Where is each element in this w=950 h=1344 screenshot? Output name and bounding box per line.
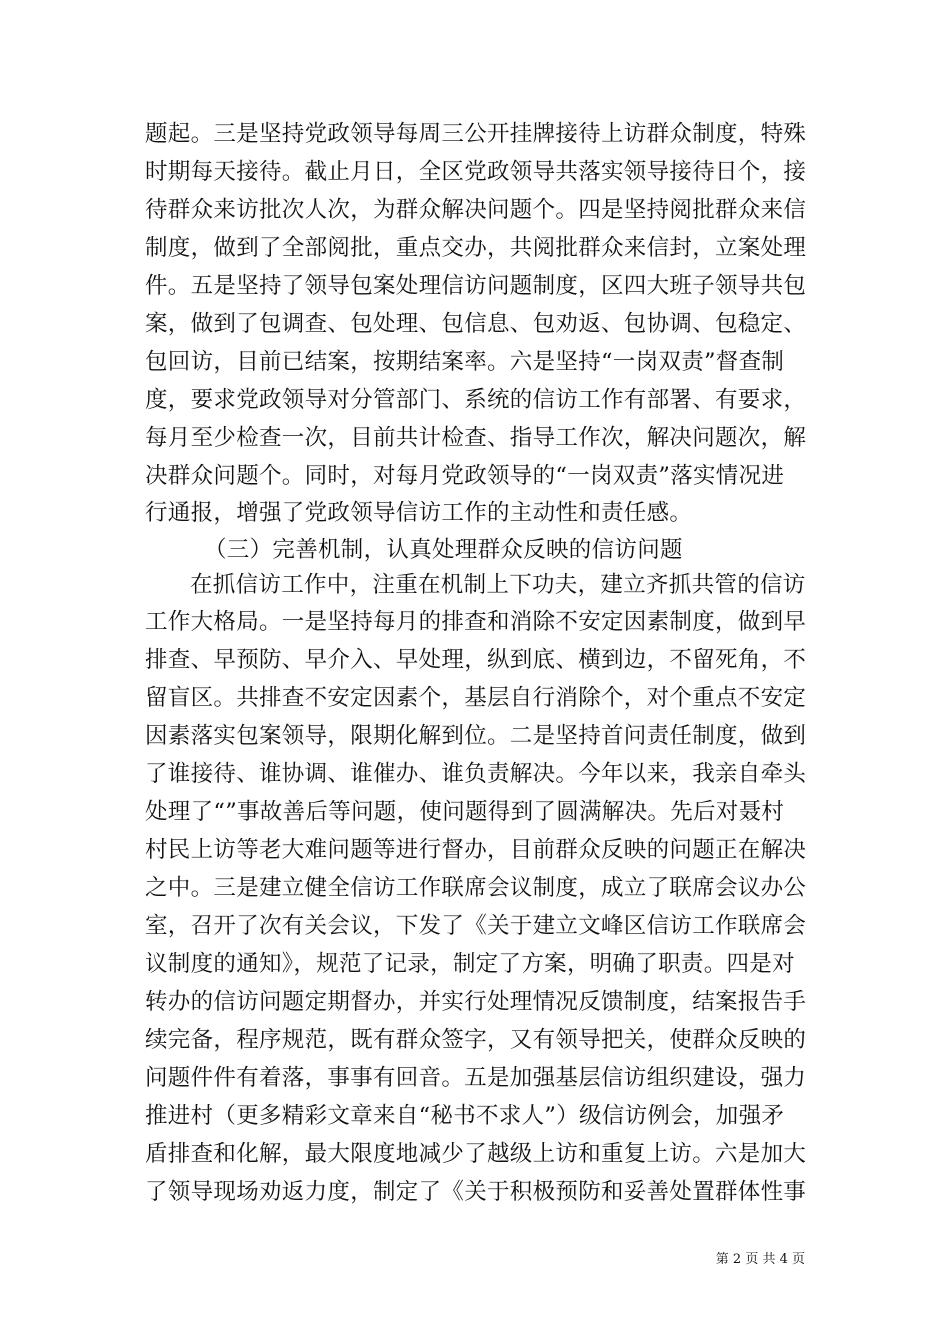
page-number-footer: 第 2 页 共 4 页 <box>715 1252 805 1267</box>
paragraph-line: 时期每天接待。截止月日，全区党政领导共落实领导接待日个，接 <box>145 159 807 185</box>
paragraph-line: 了领导现场劝返力度，制定了《关于积极预防和妥善处置群体性事 <box>145 1179 807 1205</box>
paragraph-line: 议制度的通知》，规范了记录，制定了方案，明确了职责。四是对 <box>145 951 795 977</box>
paragraph-line: 待群众来访批次人次，为群众解决问题个。四是坚持阅批群众来信 <box>145 197 807 223</box>
paragraph-line: 留盲区。共排查不安定因素个，基层自行消除个，对个重点不安定 <box>145 685 807 711</box>
section-heading: （三）完善机制，认真处理群众反映的信访问题 <box>204 537 683 563</box>
paragraph-line: 问题件件有着落，事事有回音。五是加强基层信访组织建设，强力 <box>145 1065 807 1091</box>
paragraph-line: 在抓信访工作中，注重在机制上下功夫，建立齐抓共管的信访 <box>190 572 806 598</box>
paragraph-line: 每月至少检查一次，目前共计检查、指导工作次，解决问题次，解 <box>145 425 807 451</box>
paragraph-line: 村民上访等老大难问题等进行督办，目前群众反映的问题正在解决 <box>145 837 807 863</box>
paragraph-line: 推进村（更多精彩文章来自“秘书不求人”）级信访例会，加强矛 <box>145 1103 785 1129</box>
paragraph-line: 度，要求党政领导对分管部门、系统的信访工作有部署、有要求， <box>145 387 807 413</box>
paragraph-line: 之中。三是建立健全信访工作联席会议制度，成立了联席会议办公 <box>145 875 807 901</box>
paragraph-line: 行通报，增强了党政领导信访工作的主动性和责任感。 <box>145 500 693 526</box>
paragraph-line: 了谁接待、谁协调、谁催办、谁负责解决。今年以来，我亲自牵头 <box>145 761 807 787</box>
paragraph-line: 制度，做到了全部阅批，重点交办，共阅批群众来信封，立案处理 <box>145 235 807 261</box>
paragraph-line: 转办的信访问题定期督办，并实行处理情况反馈制度，结案报告手 <box>145 989 807 1015</box>
paragraph-line: 决群众问题个。同时，对每月党政领导的“一岗双责”落实情况进 <box>145 463 785 489</box>
paragraph-line: 案，做到了包调查、包处理、包信息、包劝返、包协调、包稳定、 <box>145 311 807 337</box>
paragraph-line: 排查、早预防、早介入、早处理，纵到底、横到边，不留死角，不 <box>145 647 807 673</box>
paragraph-line: 件。五是坚持了领导包案处理信访问题制度，区四大班子领导共包 <box>145 273 807 299</box>
paragraph-line: 处理了“”事故善后等问题，使问题得到了圆满解决。先后对聂村 <box>145 799 785 825</box>
paragraph-line: 室，召开了次有关会议，下发了《关于建立文峰区信访工作联席会 <box>145 913 807 939</box>
paragraph-line: 包回访，目前已结案，按期结案率。六是坚持“一岗双责”督查制 <box>145 349 785 375</box>
paragraph-line: 盾排查和化解，最大限度地减少了越级上访和重复上访。六是加大 <box>145 1141 807 1167</box>
paragraph-line: 因素落实包案领导，限期化解到位。二是坚持首问责任制度，做到 <box>145 723 807 749</box>
paragraph-line: 工作大格局。一是坚持每月的排查和消除不安定因素制度，做到早 <box>145 609 807 635</box>
paragraph-line: 续完备，程序规范，既有群众签字，又有领导把关，使群众反映的 <box>145 1027 807 1053</box>
paragraph-line: 题起。三是坚持党政领导每周三公开挂牌接待上访群众制度，特殊 <box>145 121 807 147</box>
